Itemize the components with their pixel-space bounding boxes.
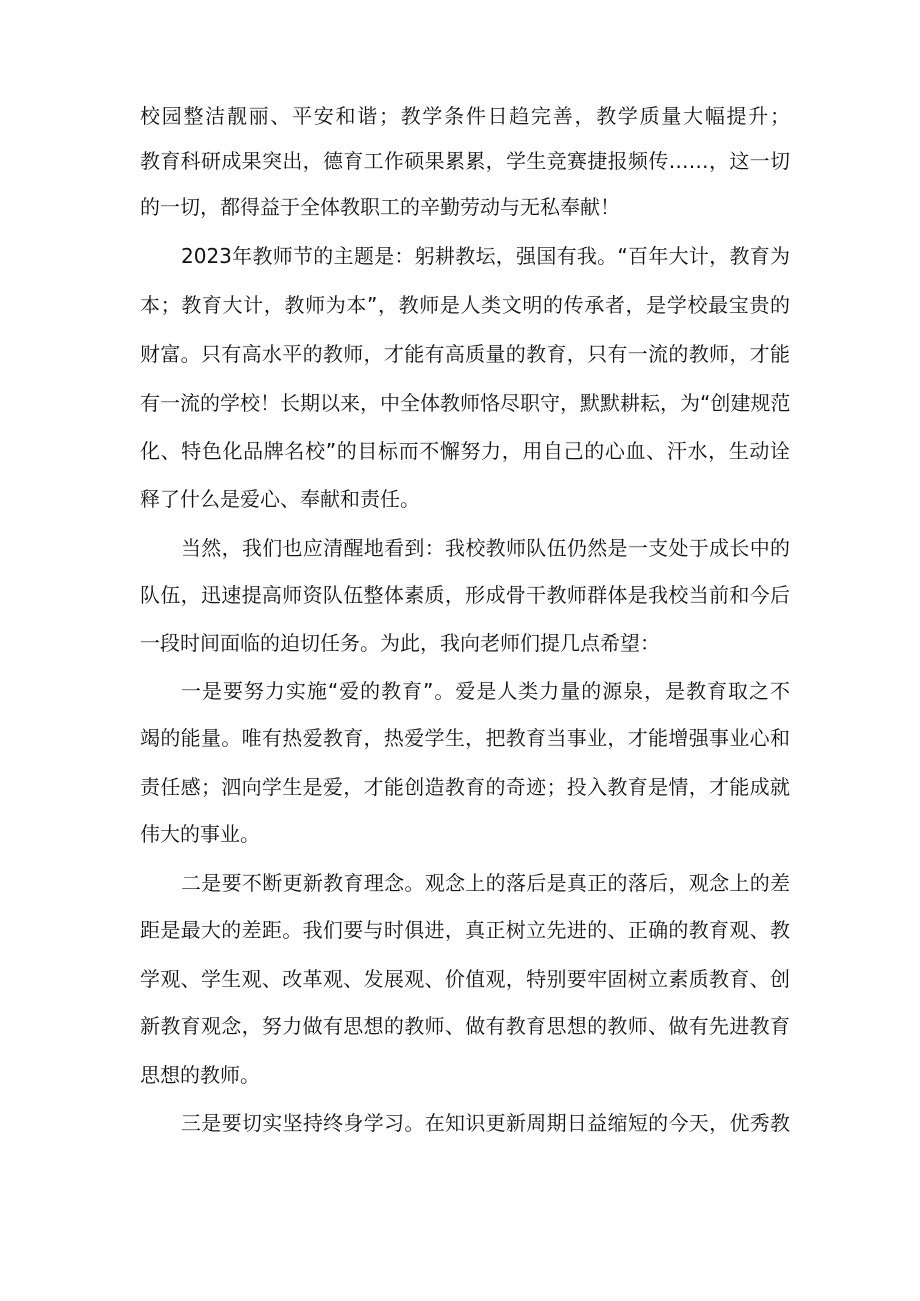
- text-line: 当然，我们也应清醒地看到：我校教师队伍仍然是一支处于成长中的: [181, 536, 790, 560]
- text-line: 的一切，都得益于全体教职工的辛勤劳动与无私奉献！: [140, 195, 620, 219]
- text-line: 一段时间面临的迫切任务。为此，我向老师们提几点希望：: [140, 631, 660, 655]
- text-line: 一是要努力实施“爱的教育”。爱是人类力量的源泉，是教育取之不: [181, 679, 790, 703]
- text-line: 教育科研成果突出，德育工作硕果累累，学生竞赛捷报频传……，这一切: [140, 149, 790, 173]
- text-line: 二是要不断更新教育理念。观念上的落后是真正的落后，观念上的差: [181, 871, 790, 895]
- text-line: 责任感；泗向学生是爱，才能创造教育的奇迹；投入教育是情，才能成就: [140, 775, 790, 799]
- text-line: 伟大的事业。: [140, 822, 260, 846]
- text-line: 三是要切实坚持终身学习。在知识更新周期日益缩短的今天，优秀教: [181, 1111, 790, 1135]
- text-line: 新教育观念，努力做有思想的教师、做有教育思想的教师、做有先进教育: [140, 1014, 790, 1038]
- text-line: 竭的能量。唯有热爱教育，热爱学生，把教育当事业，才能增强事业心和: [140, 726, 790, 750]
- text-line: 学观、学生观、改革观、发展观、价值观，特别要牢固树立素质教育、创: [140, 967, 790, 991]
- text-line: 距是最大的差距。我们要与时俱进，真正树立先进的、正确的教育观、教: [140, 918, 790, 942]
- text-line: 本；教育大计，教师为本”，教师是人类文明的传承者，是学校最宝贵的: [140, 293, 790, 317]
- text-line: 释了什么是爱心、奉献和责任。: [140, 487, 420, 511]
- text-line: 化、特色化品牌名校”的目标而不懈努力，用自己的心血、汗水，生动诠: [140, 439, 790, 463]
- text-line: 校园整洁靓丽、平安和谐；教学条件日趋完善，教学质量大幅提升；: [140, 104, 790, 128]
- text-line: 财富。只有高水平的教师，才能有高质量的教育，只有一流的教师，才能: [140, 342, 790, 366]
- text-line: 有一流的学校！长期以来，中全体教师恪尽职守，默默耕耘，为“创建规范: [140, 391, 790, 415]
- text-line: 思想的教师。: [140, 1063, 260, 1087]
- text-line: 2023年教师节的主题是：躬耕教坛，强国有我。“百年大计，教育为: [181, 244, 790, 268]
- text-line: 队伍，迅速提高师资队伍整体素质，形成骨干教师群体是我校当前和今后: [140, 583, 790, 607]
